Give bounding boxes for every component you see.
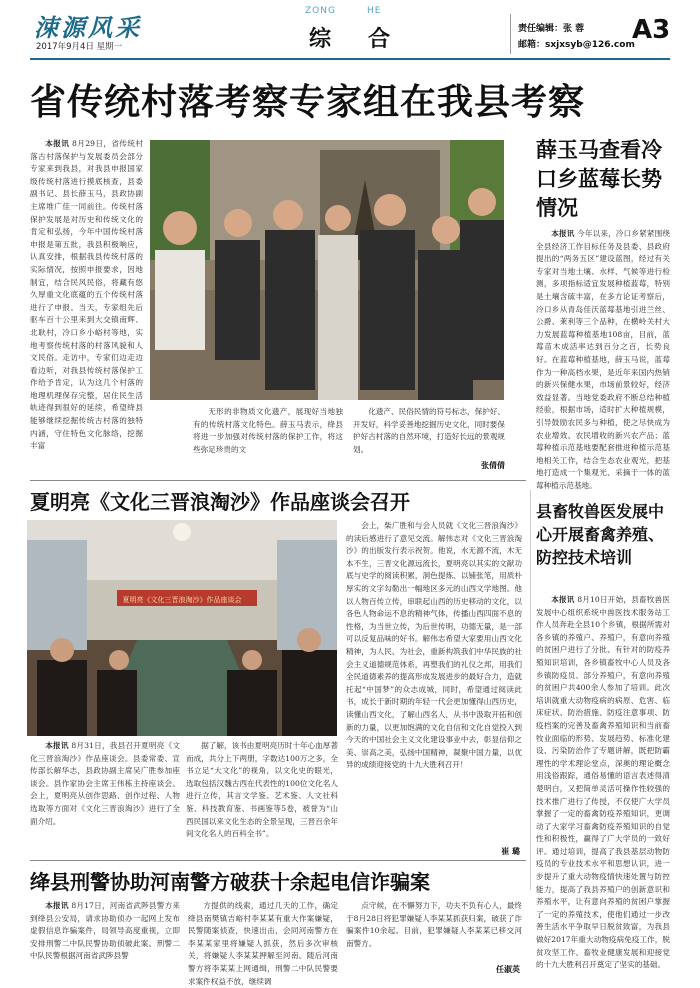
article1-byline: 张倩倩 — [481, 460, 505, 470]
article5-body-col2: 方提供的线索，通过几天的工作，确定绛县南樊镇吉峪村李某某有重大作案嫌疑，民警随案侦查，快速出击，会同河南警方在李某某家里将嫌疑人抓获，然后多次审核关，将嫌疑人李某某押解至河南。随后河南警方将李某某上网通缉，刑警二中队民警要求案件权益不放，继续调 — [188, 901, 338, 986]
article5-body-col3: 点守候，在不懈努力下，功夫不负有心人，最终于8月28日将犯罪嫌疑人李某某抓获归案，破获了诈骗案件10余起。目前，犯罪嫌疑人李某某已移交河南警方。 — [346, 901, 522, 948]
article1-text-right — [353, 406, 505, 454]
article1-text-mid — [193, 406, 343, 454]
section-title-left: 综 — [309, 26, 332, 52]
article2-text — [536, 228, 671, 490]
masthead-rule — [30, 58, 670, 60]
article1-text-left — [30, 138, 143, 476]
article5-lead: 本报讯 — [45, 901, 69, 910]
article2-lead: 本报讯 — [551, 229, 575, 238]
inspection-group-photo — [150, 140, 504, 400]
article5-text-col3 — [346, 900, 522, 964]
section-title-right: 合 — [368, 26, 391, 52]
article3-body-right: 会上，柴广胜和与会人员就《文化三晋浪淘沙》的读后感进行了意见交流。解伟志对《文化三晋浪淘沙》的出版发行表示祝贺。他说，水无源不流，木无本不生，三晋文化源远流长，夏明亮以其实的文献功底与史学的阅读积累，洞色提炼、以铺张笔，用质朴厚实的文字勾勒出一幅地区多元的山西文学地图。他以人物百传立传，串联起山西的历史移动的文化，以各色人物命运不息的精神气体，传播山西四面不息的性格，为当世立传，为后世传明，功德无量，是一部可以反复品味的好书。解伟志希望大家要用山西文化精神，为人民、为社会，重新构筑我们中华民族的社会主义道德规范体系，再塑我们的礼仪之邦，用我们全民道德素养的提高形成发展进步的最好合力，造就托起“中国梦”的众志成城，同时，希望通过阅读此书，成长于新时期的年轻一代会更加懂得山西历史，读懂山西文化，了解山西名人，从书中汲取开拓和创新的力量，以更加饱满的文化自信和文化自觉投入到今天的中国社会主义文化建设事业中去，彰显信仰之美、崇高之美，弘扬中国精神，凝聚中国力量，以优异的成绩迎接党的十九大胜利召开！ — [346, 521, 522, 770]
issue-date: 2017年9月4日 星期一 — [36, 42, 123, 52]
article3-text-right — [346, 520, 522, 856]
article3-text-bottom-left — [30, 740, 180, 850]
article3-text-bottom-mid — [186, 740, 338, 850]
article5-byline: 任淑英 — [496, 964, 520, 974]
article4-body: 8月10日开始，县畜牧兽医发展中心组织系统中兽医技术服务站工作人员奔赴全县10个乡镇，根据所需对各乡镇的养殖户、养殖户，有意向养殖的贫困户进行了分批、有针对的防疫养殖知识培训，各乡镇畜牧中心人员及各乡镇防疫员、部分养殖户，有意向养殖的贫困户共400余人参加了培训。此次培训就重大动物疫病的病原、危害、临床症状、防治措施、防疫注意事项、防疫档案的完善及畜禽养殖知识和当前畜牧业面临的形势、发展趋势、标准化建设、污染防治作了专题讲解，既把防霸理性的学术理论堂点，深奥的理论概念用浅俗跟踪，通俗易懂的语言表述得清楚明白，又把简单灵活可操作性较强的技术推广进行了传授，不仅使广大学员掌握了一定的畜禽防疫养殖知识，更调动了大家学习畜禽防疫养殖知识的自觉性和积极性，赢得了广大学员的一致好评。通过培训，提高了我县基层动物防疫员的专业技术水平和思想认识，进一步提升了重大动物疫情快速处置与防控能力，提高了我县养殖户的创新意识和养殖水平，让有意向养殖的贫困户掌握了一定的养殖技术，使他们通过一步改善生活水平争取早日脱贫致富，为我县做好2017年重大动物疫病免疫工作，脱贫攻坚工作、畜牧业健康发展和迎接党的十九大胜利召开奠定了坚实的基础。 — [536, 595, 671, 970]
article4-text — [536, 594, 670, 974]
article5-text-col2 — [188, 900, 338, 986]
article4-lead: 本报讯 — [551, 595, 575, 604]
editor-label: 责任编辑：张 蓉 — [518, 24, 585, 34]
meeting-room-photo — [27, 520, 337, 736]
article5-headline: 绛县刑警协助河南警方破获十余起电信诈骗案 — [30, 870, 430, 894]
article3-headline: 夏明亮《文化三晋浪淘沙》作品座谈会召开 — [30, 490, 410, 514]
masthead — [0, 0, 700, 62]
article2-headline: 薛玉马查看冷口乡蓝莓长势情况 — [536, 137, 662, 220]
article1-lead: 本报讯 — [45, 139, 70, 148]
email-label: 邮箱：sxjxsyb@126.com — [518, 40, 635, 50]
page-number: A3 — [632, 15, 671, 45]
article3-lead: 本报讯 — [45, 741, 69, 750]
article3-body-bottom-left: 8月31日，我县召开夏明亮《文化三晋浪淘沙》作品座谈会。县委常委、宣传部长解华志，县政协副主席吴广胜参加座谈会。县作家协会主席王伟栋主持座谈会。会上，夏明亮从创作思路、创作过程、人物选取等方面对《文化三晋浪淘沙》进行了全面介绍。 — [30, 741, 180, 826]
column-rule — [530, 490, 531, 890]
article1-photo — [150, 140, 504, 400]
article5-body-col1: 8月17日，河南省武陟县警方来到绛县公安局，请求协助侦办一起网上发布虚假信息诈骗案件，局领导高度重视，立即安排刑警二中队民警协助侦破此案。刑警二中队民警根据河南省武陟县警 — [30, 901, 180, 961]
article5-text-col1 — [30, 900, 180, 976]
article3-body-bottom-mid: 据了解，该书由夏明亮历时十年心血厚著而成，共分上下两册，字数达100万之多，全书立足“大文化”的视角，以文化史的眼光，选取包括汉魏古西在代表性的100位文化名人进行立传，其言文学鉴、艺术鉴、人文社科鉴、科技教育鉴、书画鉴等5卷，被誉为“山西民国以来文化生态的全景呈现，三晋百余年间文化名人的百科全书”。 — [186, 741, 338, 839]
article1-body-right: 化遗产、民俗民情的符号标志，保护好、开发好，科学妥善地挖掘历史文化，同时要保护好古村落的自然环境，打造好长远的景观规划。 — [353, 407, 505, 454]
section-divider-2 — [30, 860, 526, 861]
article2-body: 今年以来，冷口乡紧紧围绕全县经济工作目标任务及县委、县政府提出的“两务五区”建设蓝图，经过有关专家对当地土壤、水样、气候等进行检测，多项指标适宜发展种植蓝莓，特别是土壤含硫丰富，在多方论证考察后，冷口乡从青岛佳沃蓝莓基地引进兰丝、公爵、莱利等三个品种，在横岭关村大力发展蓝莓种植基地108亩，目前，蓝莓苗木成活率达到百分之百，长势良好。在蓝莓种植基地，薛玉马说，蓝莓作为一种高档水果，是近年来国内热销的新兴保健水果，市场前景较好，经济效益显著。当地党委政府不断总结种植经验，根据市场，适时扩大种植规模，引导鼓励农民多与种植，使之尽快成为农业增效、农民增收的新兴农产品；蓝莓种植示范基地要配套推进种植示范基地相关工作，结合生态农业观光，把基地打造成一个集观光、采摘于一体的蓝莓种植示范基地。 — [536, 229, 671, 490]
article3-byline: 崔 璐 — [501, 846, 520, 856]
section-pinyin-right: HE — [367, 6, 382, 16]
section-divider-1 — [30, 480, 526, 481]
article4-headline: 县畜牧兽医发展中心开展畜禽养殖、防控技术培训 — [536, 502, 665, 567]
paper-name: 涑源风采 — [34, 13, 142, 42]
article1-body-mid: 无形的非物质文化遗产，展现好当地独有的传统村落文化特色。薛玉马表示，绛县将进一步加强对传统村落的保护工作，将这些弥足珍贵的文 — [193, 407, 343, 454]
masthead-separator — [510, 14, 511, 54]
article1-headline: 省传统村落考察专家组在我县考察 — [30, 81, 586, 123]
photo-banner-text: 夏明亮《文化三晋浪淘沙》作品座谈会 — [122, 596, 242, 604]
article3-photo — [27, 520, 337, 736]
section-pinyin-left: ZONG — [305, 6, 336, 16]
article1-body-left: 8月29日，省传统村落古村落保护与发展委员会部分专家来到我县，对我县申报国家级传统村落进行摸底核查，县委副书记、县长薛玉马，县政协副主席堆广佳一同前往。传统村落保护发展是对历史和传统文化的肯定和弘扬，今年中国传统村落申报是第五批，我县积极响应，认真安排，根据我县传统村落的实际情况，按照申报要求，因地制宜，结合民风民俗，将藏有悠久厚重文化底蕴的五个传统村落进行了申报。当天，专家组先后驱车百十公里来到大交镇南辉、北耿村，冷口乡小峪村等地，实地考察传统村落的村落风貌和人文民俗。走访中，专家们边走边看边听，对我县传统村落保护工作给予肯定，认为这几个村落的地理机理保存完整，居住民生活轨迹得到很好的延续，希望绛县能够继续挖掘传统古村落的独特内涵，守住特色文化脉络，挖掘丰富 — [30, 139, 143, 451]
